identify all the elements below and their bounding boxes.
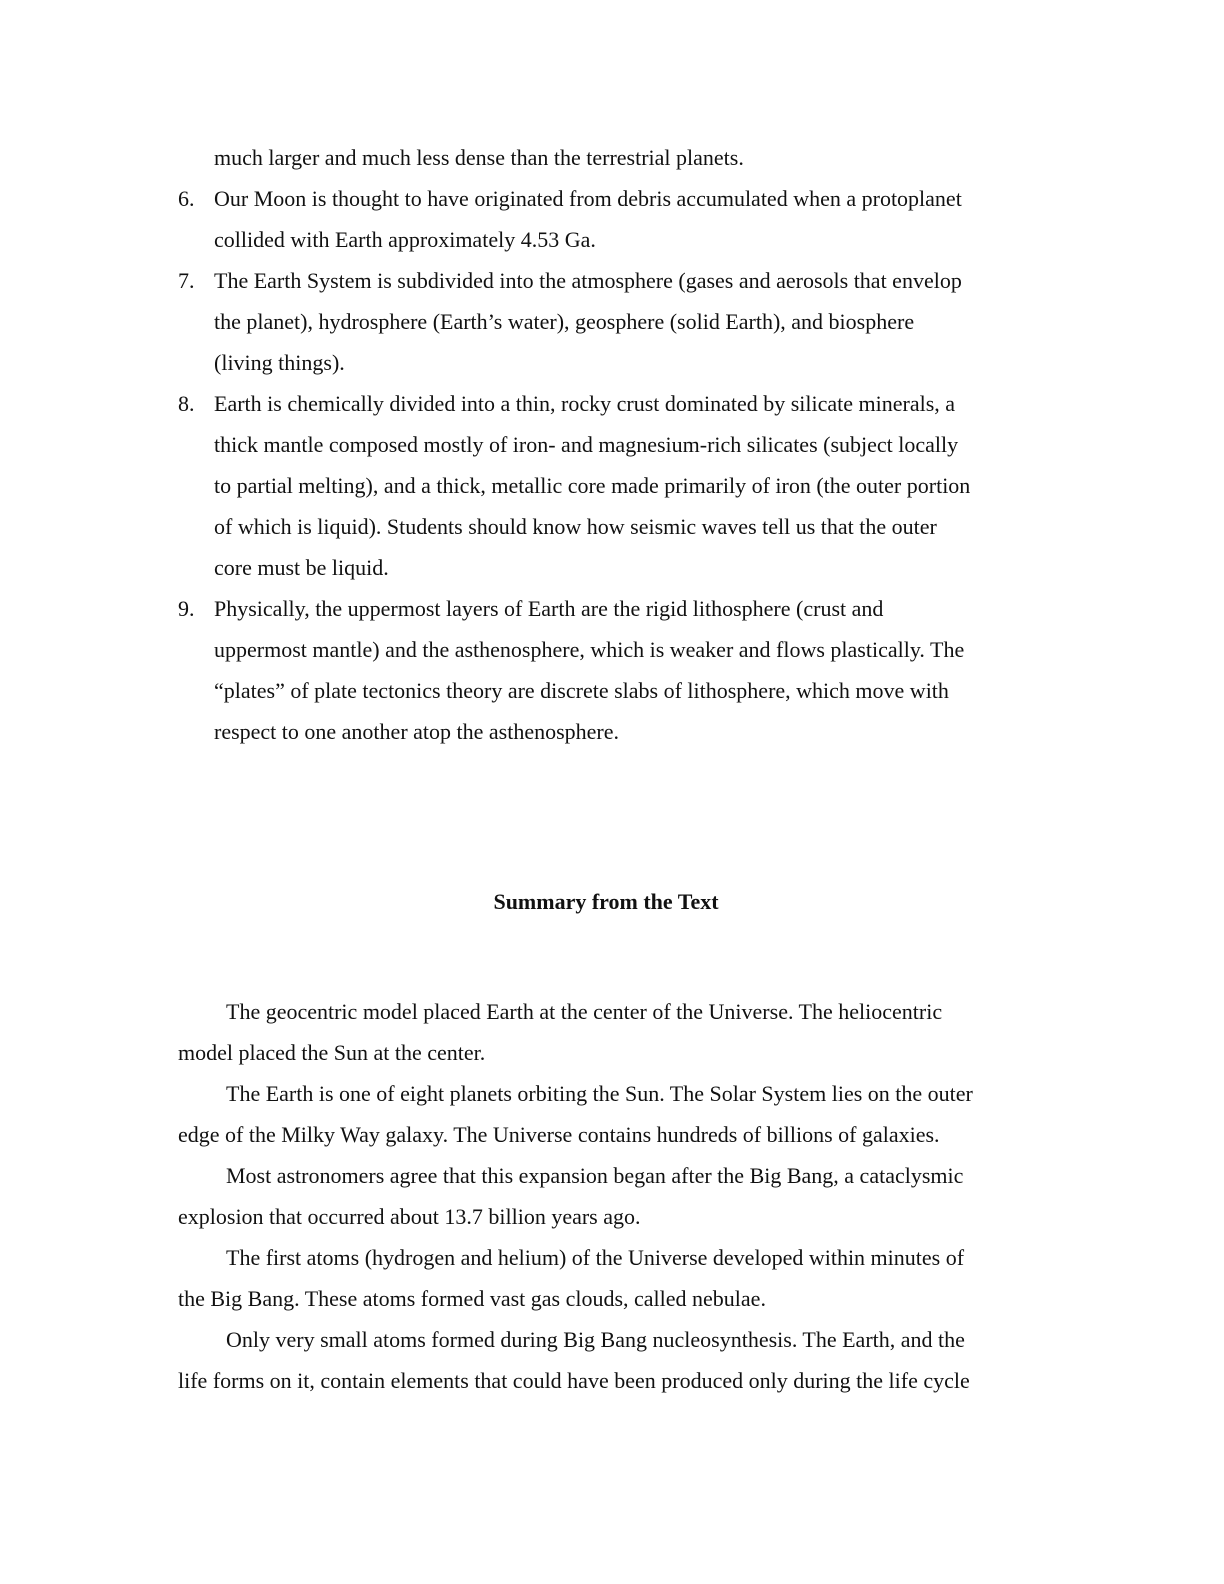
paragraph-line: The first atoms (hydrogen and helium) of the Universe developed within minutes of xyxy=(226,1245,965,1270)
paragraph-line: Most astronomers agree that this expansion began after the Big Bang, a cataclysmic xyxy=(226,1163,964,1188)
list-item-line: collided with Earth approximately 4.53 Ga. xyxy=(214,227,596,252)
paragraph-line: Only very small atoms formed during Big Bang nucleosynthesis. The Earth, and the xyxy=(226,1327,965,1352)
list-item-line: respect to one another atop the asthenosphere. xyxy=(214,719,620,744)
paragraph-line: The Earth is one of eight planets orbiting the Sun. The Solar System lies on the outer xyxy=(226,1081,973,1106)
list-item-line: thick mantle composed mostly of iron- and magnesium-rich silicates (subject locally xyxy=(214,432,959,457)
list-item-number: 6. xyxy=(178,186,195,211)
list-item-line: to partial melting), and a thick, metallic core made primarily of iron (the outer portion xyxy=(214,473,971,498)
list-item-line: Physically, the uppermost layers of Earth are the rigid lithosphere (crust and xyxy=(214,596,884,621)
list-item-line: core must be liquid. xyxy=(214,555,389,580)
paragraph-line: model placed the Sun at the center. xyxy=(178,1040,486,1065)
list-item-line: of which is liquid). Students should know how seismic waves tell us that the outer xyxy=(214,514,937,539)
list-item-number: 8. xyxy=(178,391,195,416)
list-item-number: 9. xyxy=(178,596,195,621)
list-item-number: 7. xyxy=(178,268,195,293)
list-item-line: (living things). xyxy=(214,350,345,375)
list-item-line: The Earth System is subdivided into the atmosphere (gases and aerosols that envelop xyxy=(214,268,962,293)
paragraph-line: explosion that occurred about 13.7 billion years ago. xyxy=(178,1204,641,1229)
paragraph-line: the Big Bang. These atoms formed vast gas clouds, called nebulae. xyxy=(178,1286,766,1311)
list-item-line: Our Moon is thought to have originated from debris accumulated when a protoplanet xyxy=(214,186,962,211)
list-item-line: Earth is chemically divided into a thin, rocky crust dominated by silicate minerals, a xyxy=(214,391,956,416)
paragraph-line: life forms on it, contain elements that could have been produced only during the life cycle xyxy=(178,1368,970,1393)
list-item-line: the planet), hydrosphere (Earth’s water), geosphere (solid Earth), and biosphere xyxy=(214,309,915,334)
list-item-line: “plates” of plate tectonics theory are discrete slabs of lithosphere, which move with xyxy=(214,678,949,703)
paragraph-line: edge of the Milky Way galaxy. The Universe contains hundreds of billions of galaxies. xyxy=(178,1122,940,1147)
list-item-line: much larger and much less dense than the terrestrial planets. xyxy=(214,145,744,170)
paragraph-line: The geocentric model placed Earth at the center of the Universe. The heliocentric xyxy=(226,999,943,1024)
section-heading: Summary from the Text xyxy=(493,889,719,914)
list-item-line: uppermost mantle) and the asthenosphere, which is weaker and flows plastically. The xyxy=(214,637,965,662)
